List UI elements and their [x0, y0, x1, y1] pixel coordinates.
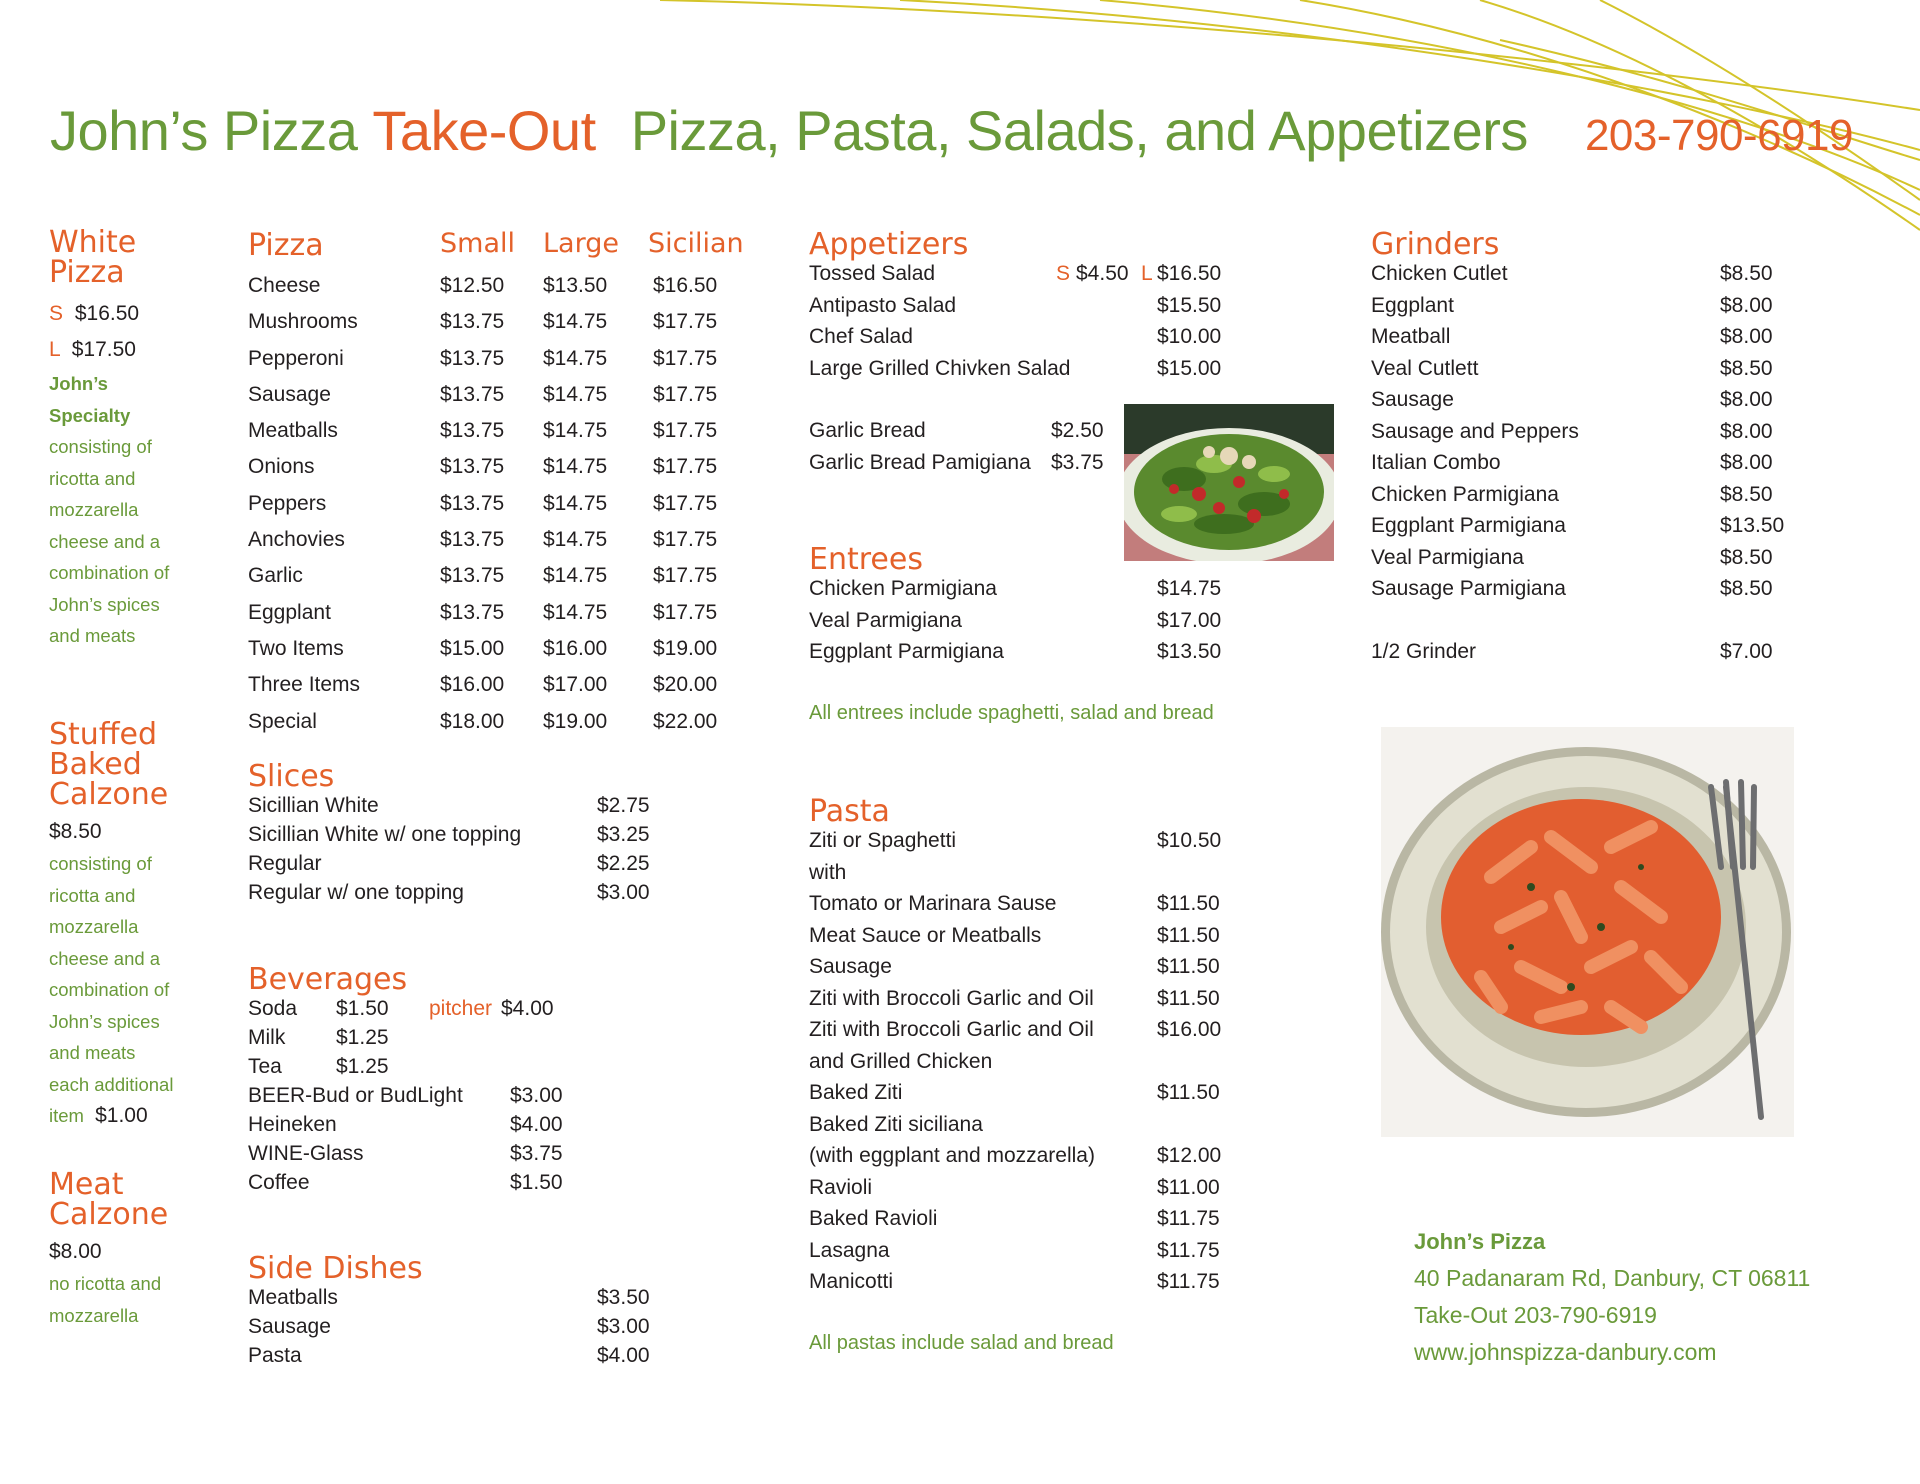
pasta-item-price: $11.50 [1157, 1081, 1220, 1104]
appetizer-name: Large Grilled Chivken Salad [809, 356, 1071, 380]
pizza-large-price: $19.00 [543, 709, 608, 733]
grinder-name: Meatball [1371, 325, 1451, 348]
pizza-title: Pizza [248, 228, 324, 263]
white-pizza-desc-1: ricotta and [49, 467, 136, 489]
pasta-row [809, 1207, 1249, 1239]
pizza-col-small: Small [440, 228, 515, 259]
pasta-item-price: $11.75 [1157, 1207, 1220, 1230]
pizza-row [248, 419, 768, 455]
grinder-price: $8.50 [1720, 356, 1773, 380]
grinder-name: Italian Combo [1371, 451, 1501, 474]
half-grinder-label: 1/2 Grinder [1371, 640, 1477, 663]
meat-calzone-desc-1: mozzarella [49, 1304, 139, 1326]
beverage-name: WINE-Glass [248, 1142, 364, 1165]
tossed-s-price: $4.50 [1076, 262, 1129, 285]
pizza-sicilian-price: $17.75 [653, 491, 718, 515]
pizza-large-price: $13.50 [543, 274, 608, 297]
slice-name: Regular w/ one topping [248, 881, 464, 904]
slice-row [248, 794, 688, 823]
pizza-item-name: Anchovies [248, 528, 345, 552]
appetizer-name: Antipasto Salad [809, 293, 957, 317]
beverage-rows [248, 1084, 688, 1200]
grinder-row [1371, 357, 1811, 389]
pizza-row [248, 274, 768, 310]
white-pizza-title-2: Pizza [49, 255, 125, 290]
size-s-label: S [49, 302, 64, 325]
garlic-bread-price: $2.50 [1051, 419, 1104, 442]
entree-name: Veal Parmigiana [809, 608, 962, 632]
appetizer-row [809, 357, 1249, 389]
size-l-label: L [49, 338, 60, 361]
white-pizza-large [49, 332, 229, 368]
pizza-large-price: $16.00 [543, 636, 608, 660]
grinder-row [1371, 262, 1811, 294]
pizza-large-price: $14.75 [543, 310, 608, 334]
pasta-item-price: $11.00 [1157, 1175, 1220, 1199]
entrees-note: All entrees include spaghetti, salad and bread [809, 701, 1214, 724]
appetizer-name: Chef Salad [809, 325, 913, 348]
footer-info [1414, 1224, 1894, 1371]
pasta-row [809, 1018, 1249, 1050]
slice-price: $2.75 [597, 794, 650, 817]
pizza-sicilian-price: $17.75 [653, 564, 718, 588]
slice-row [248, 852, 688, 881]
appetizers-title: Appetizers [809, 227, 969, 262]
tea-label: Tea [248, 1055, 282, 1078]
entree-price: $17.00 [1157, 608, 1222, 632]
pizza-rows [248, 274, 768, 746]
grinder-price: $8.50 [1720, 577, 1773, 600]
pitcher-label: pitcher [429, 997, 493, 1020]
side-dish-row [248, 1344, 688, 1373]
white-pizza-section [49, 225, 229, 652]
pizza-item-name: Peppers [248, 491, 327, 515]
pizza-item-name: Garlic [248, 564, 303, 588]
pizza-sicilian-price: $16.50 [653, 274, 718, 297]
entree-rows [809, 577, 1249, 672]
pizza-row [248, 710, 768, 746]
grinder-price: $8.00 [1720, 325, 1773, 348]
side-dish-name: Sausage [248, 1315, 331, 1338]
pasta-item-name: Baked Ravioli [809, 1207, 938, 1230]
tossed-l-price: $16.50 [1157, 262, 1222, 285]
header-name: John’s Pizza [50, 99, 358, 162]
appetizer-row [809, 294, 1249, 326]
slice-name: Regular [248, 852, 322, 875]
pasta-row [809, 1239, 1249, 1271]
white-pizza-desc-6: and meats [49, 625, 136, 646]
slice-price: $3.00 [597, 881, 650, 904]
pizza-item-name: Pepperoni [248, 346, 344, 370]
pizza-sicilian-price: $17.75 [653, 455, 718, 479]
grinder-rows [1371, 262, 1811, 609]
calzone-desc-5: John’s spices [49, 1010, 160, 1032]
grinder-name: Veal Cutlett [1371, 356, 1479, 380]
pizza-row [248, 492, 768, 528]
pizza-sicilian-price: $20.00 [653, 673, 718, 697]
beverages-section [248, 963, 688, 1200]
pizza-row [248, 383, 768, 419]
pasta-item-price: $11.50 [1157, 892, 1220, 915]
pizza-large-price: $14.75 [543, 528, 608, 552]
pasta-row [809, 1176, 1249, 1208]
side-dish-price: $4.00 [597, 1344, 650, 1367]
calzone-section [49, 717, 229, 1132]
pasta-item-name: Manicotti [809, 1270, 894, 1293]
meat-calzone-desc-0: no ricotta and [49, 1273, 162, 1294]
slice-row [248, 881, 688, 910]
pasta-row [809, 1270, 1249, 1302]
pasta-row [809, 1081, 1249, 1113]
page-header [50, 98, 1853, 163]
beverages-title: Beverages [248, 962, 408, 997]
entree-price: $13.50 [1157, 640, 1222, 663]
pasta-row [809, 892, 1249, 924]
beverage-row [248, 1171, 688, 1200]
footer-address: 40 Padanaram Rd, Danbury, CT 06811 [1414, 1265, 1811, 1291]
pasta-row [809, 987, 1249, 1019]
pizza-item-name: Cheese [248, 274, 321, 297]
grinder-price: $8.50 [1720, 262, 1773, 285]
beverage-row [248, 1113, 688, 1142]
slice-name: Sicillian White w/ one topping [248, 823, 522, 846]
entrees-title: Entrees [809, 542, 923, 577]
pasta-row [809, 861, 1249, 893]
beverage-row [248, 1142, 688, 1171]
slices-rows [248, 794, 688, 910]
pizza-small-price: $13.75 [440, 346, 505, 370]
pizza-large-price: $14.75 [543, 564, 608, 588]
beverage-name: Coffee [248, 1171, 310, 1194]
pizza-small-price: $13.75 [440, 491, 505, 515]
tossed-l-label: L [1141, 262, 1153, 285]
pasta-item-price: $11.75 [1157, 1238, 1220, 1262]
calzone-desc-6: and meats [49, 1042, 136, 1063]
side-dishes-title: Side Dishes [248, 1251, 423, 1286]
pizza-row [248, 564, 768, 600]
pasta-row [809, 829, 1249, 861]
pizza-large-price: $14.75 [543, 419, 608, 443]
garlic-bread-pam-label: Garlic Bread Pamigiana [809, 450, 1031, 474]
entree-price: $14.75 [1157, 577, 1222, 600]
grinder-row [1371, 514, 1811, 546]
entree-row [809, 577, 1249, 609]
calzone-title-3: Calzone [49, 777, 169, 812]
pasta-photo [1381, 727, 1794, 1137]
calzone-title-2: Baked [49, 747, 142, 782]
white-pizza-desc-4: combination of [49, 562, 170, 583]
pasta-item-price: $11.75 [1157, 1270, 1220, 1293]
side-dishes-section [248, 1252, 688, 1373]
side-dish-price: $3.50 [597, 1286, 650, 1309]
pasta-illustration [1381, 727, 1794, 1137]
calzone-desc-7: each additional [49, 1073, 174, 1095]
beverage-price: $4.00 [510, 1113, 563, 1136]
meat-calzone-title-1: Meat [49, 1167, 124, 1202]
pizza-item-name: Two Items [248, 636, 344, 660]
white-pizza-desc-bold-1: John’s [49, 373, 108, 394]
entree-name: Eggplant Parmigiana [809, 640, 1004, 663]
pizza-item-name: Three Items [248, 673, 361, 697]
side-dishes-rows [248, 1286, 688, 1373]
calzone-item-label: item [49, 1105, 84, 1126]
beverage-soda [248, 997, 688, 1026]
grinder-row [1371, 294, 1811, 326]
pizza-col-large: Large [543, 228, 619, 259]
milk-price: $1.25 [336, 1026, 389, 1049]
pizza-sicilian-price: $17.75 [653, 382, 718, 406]
meat-calzone-section [49, 1167, 229, 1331]
grinder-row [1371, 388, 1811, 420]
pasta-item-name: Ravioli [809, 1175, 873, 1199]
grinder-price: $8.00 [1720, 419, 1773, 443]
pasta-row [809, 924, 1249, 956]
pizza-row [248, 347, 768, 383]
pasta-item-name: Ziti or Spaghetti [809, 829, 957, 852]
header-phone: 203-790-6919 [1584, 111, 1853, 160]
grinder-price: $8.00 [1720, 388, 1773, 411]
garlic-bread-pam-price: $3.75 [1051, 450, 1104, 474]
pizza-large-price: $17.00 [543, 673, 608, 697]
pizza-small-price: $13.75 [440, 310, 505, 334]
pasta-item-name: Baked Ziti siciliana [809, 1112, 983, 1136]
pasta-rows [809, 829, 1249, 1302]
calzone-desc-4: combination of [49, 979, 170, 1000]
white-pizza-l-price: $17.50 [71, 338, 136, 361]
calzone-desc-1: ricotta and [49, 884, 136, 906]
pizza-small-price: $12.50 [440, 274, 505, 297]
beverage-name: BEER-Bud or BudLight [248, 1084, 463, 1107]
side-dish-row [248, 1315, 688, 1344]
soda-price: $1.50 [336, 997, 389, 1020]
pizza-small-price: $15.00 [440, 636, 505, 660]
footer-website[interactable]: www.johnspizza-danbury.com [1414, 1339, 1717, 1365]
grinder-row [1371, 325, 1811, 357]
pasta-item-name: Sausage [809, 955, 892, 978]
grinder-half [1371, 640, 1811, 672]
pizza-large-price: $14.75 [543, 455, 608, 479]
pizza-sicilian-price: $22.00 [653, 709, 718, 733]
half-grinder-price: $7.00 [1720, 640, 1773, 663]
pasta-item-price: $12.00 [1157, 1144, 1222, 1167]
grinder-name: Eggplant Parmigiana [1371, 514, 1566, 537]
appetizer-price: $15.50 [1157, 293, 1222, 317]
pasta-item-name: Baked Ziti [809, 1081, 903, 1104]
pizza-sicilian-price: $17.75 [653, 419, 718, 443]
pasta-item-name: (with eggplant and mozzarella) [809, 1144, 1095, 1167]
grinder-row [1371, 420, 1811, 452]
salad-illustration [1124, 404, 1334, 561]
pizza-large-price: $14.75 [543, 491, 608, 515]
pizza-section [248, 228, 768, 746]
pizza-row [248, 310, 768, 346]
footer-name: John’s Pizza [1414, 1229, 1546, 1254]
pizza-row [248, 455, 768, 491]
beverage-tea [248, 1055, 688, 1084]
pizza-row [248, 528, 768, 564]
pasta-row [809, 1113, 1249, 1145]
pasta-item-name: Meat Sauce or Meatballs [809, 923, 1042, 947]
pizza-small-price: $13.75 [440, 455, 505, 479]
grinder-name: Sausage Parmigiana [1371, 577, 1566, 600]
pasta-item-name: with [809, 860, 847, 884]
pasta-title: Pasta [809, 794, 890, 829]
tea-price: $1.25 [336, 1055, 389, 1078]
tossed-s-label: S [1056, 262, 1071, 285]
beverage-price: $1.50 [510, 1171, 563, 1194]
pizza-sicilian-price: $17.75 [653, 346, 718, 370]
pizza-header-row [248, 228, 768, 268]
soda-label: Soda [248, 997, 298, 1020]
meat-calzone-price: $8.00 [49, 1240, 102, 1263]
calzone-desc-0: consisting of [49, 853, 152, 874]
slice-name: Sicillian White [248, 794, 379, 817]
pizza-sicilian-price: $17.75 [653, 528, 718, 552]
calzone-desc-2: mozzarella [49, 916, 139, 937]
pizza-item-name: Special [248, 709, 317, 733]
pizza-row [248, 601, 768, 637]
pizza-small-price: $18.00 [440, 709, 505, 733]
grinders-section [1371, 228, 1811, 672]
pasta-row [809, 955, 1249, 987]
pizza-large-price: $14.75 [543, 382, 608, 406]
entree-row [809, 640, 1249, 672]
pizza-small-price: $13.75 [440, 528, 505, 552]
pizza-small-price: $13.75 [440, 600, 505, 624]
grinder-row [1371, 577, 1811, 609]
pizza-sicilian-price: $19.00 [653, 636, 718, 660]
pasta-item-price: $11.50 [1157, 986, 1220, 1010]
grinder-price: $8.50 [1720, 545, 1773, 569]
slice-price: $3.25 [597, 823, 650, 846]
slice-row [248, 823, 688, 852]
grinder-name: Eggplant [1371, 293, 1454, 317]
white-pizza-desc-2: mozzarella [49, 499, 139, 520]
pizza-sicilian-price: $17.75 [653, 310, 718, 334]
pizza-row [248, 637, 768, 673]
footer-takeout: Take-Out 203-790-6919 [1414, 1302, 1657, 1328]
beverage-row [248, 1084, 688, 1113]
pasta-item-price: $11.50 [1157, 923, 1220, 947]
pizza-small-price: $13.75 [440, 564, 505, 588]
pitcher-price: $4.00 [501, 997, 554, 1020]
calzone-additional-item [49, 1100, 229, 1132]
garlic-bread-label: Garlic Bread [809, 419, 926, 442]
entree-name: Chicken Parmigiana [809, 577, 997, 600]
milk-label: Milk [248, 1026, 286, 1049]
header-takeout: Take-Out [372, 99, 596, 162]
pasta-item-price: $10.50 [1157, 829, 1222, 852]
slice-price: $2.25 [597, 852, 650, 875]
grinders-title: Grinders [1371, 227, 1500, 262]
slices-section [248, 760, 688, 910]
grinder-price: $8.00 [1720, 293, 1773, 317]
entree-row [809, 609, 1249, 641]
appetizer-price: $15.00 [1157, 356, 1222, 380]
white-pizza-desc-bold-2: Specialty [49, 404, 131, 426]
pasta-row [809, 1144, 1249, 1176]
grinder-row [1371, 546, 1811, 578]
appetizer-row [809, 325, 1249, 357]
pizza-item-name: Eggplant [248, 600, 331, 624]
beverage-price: $3.00 [510, 1084, 563, 1107]
pizza-small-price: $13.75 [440, 382, 505, 406]
tossed-salad-label: Tossed Salad [809, 262, 936, 285]
grinder-row [1371, 483, 1811, 515]
pizza-large-price: $14.75 [543, 346, 608, 370]
grinder-price: $8.50 [1720, 482, 1773, 506]
grinder-name: Chicken Cutlet [1371, 262, 1508, 285]
pizza-col-sicilian: Sicilian [648, 228, 744, 259]
appetizer-tossed-salad [809, 262, 1249, 294]
white-pizza-desc-5: John’s spices [49, 593, 160, 615]
beverage-name: Heineken [248, 1113, 337, 1136]
pasta-note: All pastas include salad and bread [809, 1331, 1114, 1354]
grinder-price: $8.00 [1720, 451, 1773, 474]
header-tagline: Pizza, Pasta, Salads, and Appetizers [630, 99, 1528, 162]
pasta-item-name: Tomato or Marinara Sause [809, 892, 1057, 915]
entrees-section [809, 543, 1249, 725]
pizza-large-price: $14.75 [543, 600, 608, 624]
white-pizza-s-price: $16.50 [74, 302, 140, 325]
grinder-name: Sausage [1371, 388, 1454, 411]
pizza-row [248, 673, 768, 709]
side-dish-name: Pasta [248, 1344, 302, 1367]
calzone-item-price: $1.00 [95, 1104, 148, 1127]
appetizer-rows [809, 294, 1249, 389]
pizza-item-name: Meatballs [248, 419, 338, 443]
white-pizza-desc-0: consisting of [49, 436, 152, 457]
white-pizza-desc-3: cheese and a [49, 530, 161, 552]
appetizer-price: $10.00 [1157, 325, 1222, 348]
side-dish-row [248, 1286, 688, 1315]
pasta-item-name: Ziti with Broccoli Garlic and Oil [809, 1018, 1094, 1041]
pasta-item-name: and Grilled Chicken [809, 1049, 993, 1073]
calzone-desc-3: cheese and a [49, 947, 161, 969]
side-dish-price: $3.00 [597, 1315, 650, 1338]
pizza-item-name: Mushrooms [248, 310, 358, 334]
pasta-item-name: Lasagna [809, 1238, 890, 1262]
grinder-price: $13.50 [1720, 514, 1785, 537]
grinder-name: Chicken Parmigiana [1371, 482, 1559, 506]
pasta-row [809, 1050, 1249, 1082]
calzone-price: $8.50 [49, 820, 102, 843]
pizza-item-name: Onions [248, 455, 315, 479]
calzone-title-1: Stuffed [49, 717, 157, 752]
pizza-small-price: $16.00 [440, 673, 505, 697]
salad-photo [1124, 404, 1334, 561]
pasta-section [809, 795, 1249, 1355]
pizza-small-price: $13.75 [440, 419, 505, 443]
pizza-item-name: Sausage [248, 382, 331, 406]
beverage-milk [248, 1026, 688, 1055]
pasta-item-price: $11.50 [1157, 955, 1220, 978]
pizza-sicilian-price: $17.75 [653, 600, 718, 624]
grinder-row [1371, 451, 1811, 483]
grinder-name: Sausage and Peppers [1371, 419, 1579, 443]
white-pizza-small [49, 296, 229, 332]
slices-title: Slices [248, 759, 335, 794]
white-pizza-title-1: White [49, 225, 137, 260]
grinder-name: Veal Parmigiana [1371, 545, 1524, 569]
pasta-item-name: Ziti with Broccoli Garlic and Oil [809, 986, 1094, 1010]
pasta-item-price: $16.00 [1157, 1018, 1222, 1041]
meat-calzone-title-2: Calzone [49, 1197, 169, 1232]
beverage-price: $3.75 [510, 1142, 563, 1165]
side-dish-name: Meatballs [248, 1286, 338, 1309]
